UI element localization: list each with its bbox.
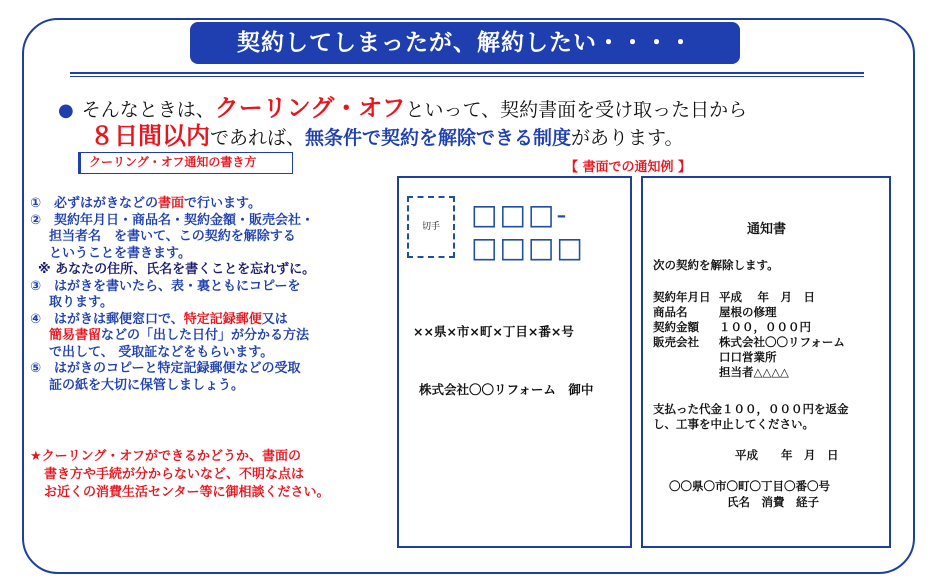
step-2-line: 担当者名 を書いて、この契約を解除する (49, 229, 296, 244)
postcard-back (641, 176, 891, 548)
bullet-icon: ● (58, 100, 74, 121)
sender-name: 氏名 消費 経子 (727, 495, 819, 509)
step-2-line: ということを書きます。 (49, 245, 191, 261)
step-5: ⑤ はがきのコピーと特定記録郵便などの受取 (30, 361, 301, 376)
notice-date: 平成 年 月 日 (735, 448, 839, 462)
step-4-line: 簡易書留などの「出した日付」が分かる方法 (49, 328, 310, 343)
step-2: ② 契約年月日・商品名・契約金額・販売会社・ (30, 212, 315, 228)
detail-row: 契約年月日 平成 年 月 日 (653, 290, 816, 304)
step-4: ④ はがきは郵便窓口で、特定記録郵便又は (30, 311, 288, 327)
steps-list (30, 196, 395, 394)
detail-row: 口口営業所 (719, 350, 777, 364)
detail-row: 契約金額 １００，０００円 (653, 320, 811, 334)
contract-details (653, 290, 845, 380)
divider (70, 72, 864, 74)
step-2-note: ※ あなたの住所、氏名を書くことを忘れずに。 (38, 262, 316, 277)
howto-label: クーリング・オフ通知の書き方 (78, 152, 293, 174)
stamp-box: 切手 (407, 196, 455, 258)
recipient-name: 株式会社〇〇リフォーム 御中 (419, 382, 594, 397)
step-3-line: 取ります。 (49, 295, 113, 310)
sender-address: 〇〇県〇市〇町〇丁目〇番〇号 (669, 479, 830, 493)
condition-term: 無条件で契約を解除できる制度 (305, 127, 572, 149)
lead-line-2 (90, 116, 684, 151)
page-title-banner: 契約してしまったが、解約したい・・・・ (190, 22, 740, 64)
recipient-address: ××県×市×町×丁目×番×号 (413, 324, 574, 339)
notice-intro: 次の契約を解除します。 (653, 258, 779, 272)
lead-text: であれば、 (210, 127, 306, 149)
detail-row: 商品名 屋根の修理 (653, 305, 777, 319)
detail-row: 販売会社 株式会社〇〇リフォーム (653, 335, 845, 349)
step-5-line: 証の紙を大切に保管しましょう。 (49, 377, 245, 393)
consult-note: ★クーリング・オフができるかどうか、書面の 書き方や手続が分からないなど、不明な点は お近くの消費生活センター等に御相談ください。 (30, 449, 330, 500)
step-4-line: で出して、 受取証などをもらいます。 (49, 344, 274, 360)
postal-code-boxes: □□□-□□□□ (471, 198, 585, 264)
postcard-front (397, 176, 632, 548)
lead-text: があります。 (571, 127, 684, 149)
cooling-off-term: クーリング・オフ (214, 94, 406, 122)
notice-title: 通知書 (747, 222, 787, 237)
step-3: ③ はがきを書いたら、表・裏ともにコピーを (30, 278, 301, 294)
example-label: 【 書面での通知例 】 (565, 160, 692, 175)
lead-text: そんなときは、 (81, 99, 215, 121)
period-term: ８日間以内 (90, 122, 210, 150)
divider-thin (70, 76, 864, 77)
step-1: ① 必ずはがきなどの書面で行います。 (30, 196, 261, 211)
refund-request-line: し、工事を中止してください。 (653, 417, 814, 431)
detail-row: 担当者△△△△ (719, 365, 789, 379)
lead-text: といって、契約書面を受け取った日から (405, 99, 748, 121)
refund-request: 支払った代金１００，０００円を返金 (653, 402, 849, 416)
